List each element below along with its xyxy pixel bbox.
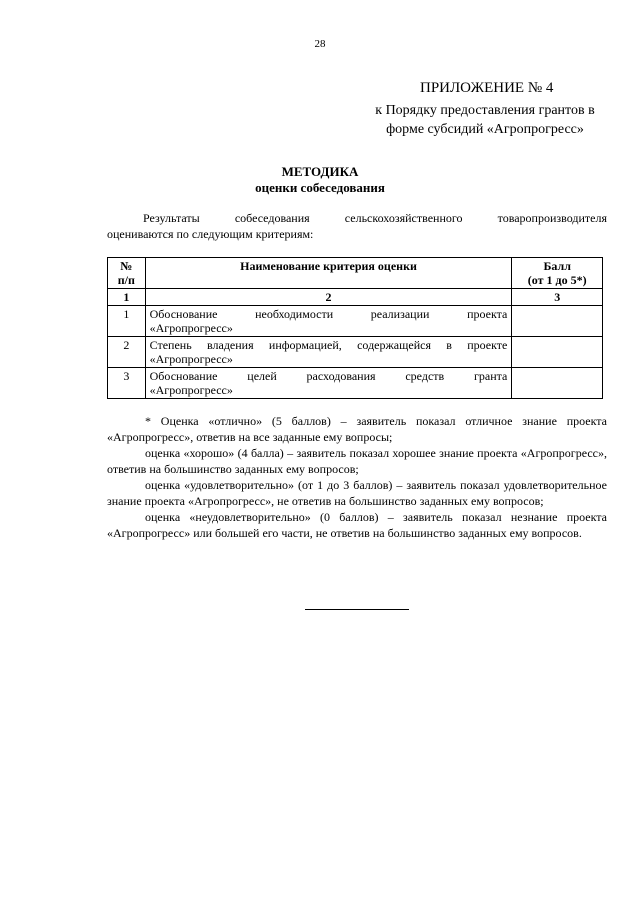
row-number: 3 bbox=[108, 368, 146, 399]
row-number: 2 bbox=[108, 337, 146, 368]
criterion-line1 bbox=[150, 338, 508, 352]
title-line1: МЕТОДИКА bbox=[281, 164, 359, 179]
note-unsatisfactory: оценка «неудовлетворительно» (0 баллов) – заявитель показал незнание проекта «Агропрогресс» или большей его части, не ответив на большинство заданных ему вопросов. bbox=[107, 510, 607, 540]
table-header-row bbox=[108, 258, 603, 289]
criterion-word: проекта bbox=[467, 307, 508, 321]
score-cell[interactable] bbox=[512, 306, 603, 337]
column-index: 3 bbox=[512, 289, 603, 306]
criterion-text bbox=[145, 368, 512, 399]
criterion-word: реализации bbox=[370, 307, 430, 321]
score-cell[interactable] bbox=[512, 337, 603, 368]
row-number: 1 bbox=[108, 306, 146, 337]
table-row bbox=[108, 337, 603, 368]
order-reference bbox=[360, 101, 610, 139]
score-cell[interactable] bbox=[512, 368, 603, 399]
criteria-table bbox=[107, 257, 603, 399]
header-score-line1: Балл bbox=[543, 259, 571, 273]
header-score-line2: (от 1 до 5*) bbox=[527, 273, 587, 287]
intro-word: Результаты bbox=[143, 211, 200, 225]
column-index: 1 bbox=[108, 289, 146, 306]
criterion-word: Степень bbox=[149, 338, 192, 352]
intro-line1 bbox=[107, 210, 607, 226]
column-index: 2 bbox=[145, 289, 512, 306]
note-excellent: * Оценка «отлично» (5 баллов) – заявитель показал отличное знание проекта «Агропрогресс», ответив на все заданные ему вопросы; bbox=[107, 414, 607, 444]
column-index-row bbox=[108, 289, 603, 306]
criterion-word: гранта bbox=[473, 369, 508, 383]
criterion-word: владения bbox=[207, 338, 254, 352]
header-criterion-name: Наименование критерия оценки bbox=[145, 258, 512, 289]
header-score bbox=[512, 258, 603, 289]
criterion-word: необходимости bbox=[255, 307, 334, 321]
scoring-notes bbox=[107, 413, 607, 541]
criterion-text bbox=[145, 306, 512, 337]
page-number: 28 bbox=[314, 38, 326, 50]
title-line2: оценки собеседования bbox=[255, 180, 385, 195]
appendix-heading: ПРИЛОЖЕНИЕ № 4 bbox=[420, 80, 554, 96]
criterion-line1 bbox=[150, 369, 508, 383]
header-num bbox=[108, 258, 146, 289]
table-row bbox=[108, 368, 603, 399]
order-reference-line2: форме субсидий «Агропрогресс» bbox=[386, 122, 584, 137]
order-reference-line1: к Порядку предоставления грантов в bbox=[375, 103, 595, 118]
criterion-line1 bbox=[150, 307, 508, 321]
criterion-line2: «Агропрогресс» bbox=[149, 321, 233, 335]
note-good: оценка «хорошо» (4 балла) – заявитель показал хорошее знание проекта «Агропрогресс», ответив на большинство заданных ему вопросов; bbox=[107, 446, 607, 476]
criterion-line2: «Агропрогресс» bbox=[149, 352, 233, 366]
criterion-word: в bbox=[446, 338, 452, 352]
closing-rule bbox=[305, 609, 409, 610]
header-num-line1: № bbox=[120, 259, 133, 273]
intro-word: товаропроизводителя bbox=[497, 211, 607, 225]
note-satisfactory: оценка «удовлетворительно» (от 1 до 3 баллов) – заявитель показал удовлетворительное знание проекта «Агропрогресс», не ответив на большинство заданных ему вопросов; bbox=[107, 478, 607, 508]
header-num-line2: п/п bbox=[117, 273, 135, 287]
criterion-word: проекте bbox=[467, 338, 508, 352]
criterion-word: Обоснование bbox=[149, 369, 218, 383]
criterion-word: информацией, bbox=[268, 338, 342, 352]
criterion-word: Обоснование bbox=[149, 307, 218, 321]
intro-line2: оцениваются по следующим критериям: bbox=[107, 227, 314, 241]
criterion-word: содержащейся bbox=[357, 338, 431, 352]
criterion-line2: «Агропрогресс» bbox=[149, 383, 233, 397]
document-title bbox=[0, 164, 640, 196]
intro-word: собеседования bbox=[234, 211, 310, 225]
criterion-word: расходования bbox=[306, 369, 376, 383]
criterion-word: целей bbox=[247, 369, 277, 383]
table-row bbox=[108, 306, 603, 337]
criterion-word: средств bbox=[405, 369, 445, 383]
intro-paragraph bbox=[107, 210, 607, 242]
intro-word: сельскохозяйственного bbox=[344, 211, 463, 225]
criterion-text bbox=[145, 337, 512, 368]
